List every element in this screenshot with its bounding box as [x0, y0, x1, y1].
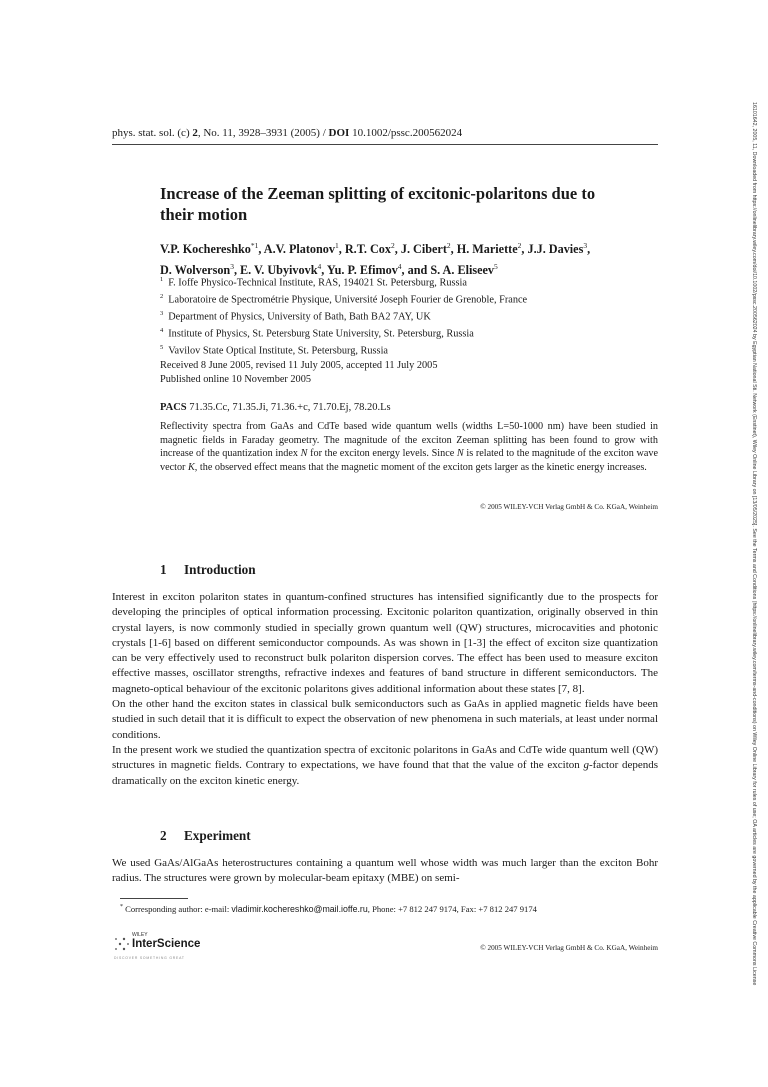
- author: S. A. Eliseev$^5$: [430, 262, 498, 278]
- author: A.V. Platonov$^1$,: [263, 241, 345, 257]
- running-header: [112, 127, 462, 139]
- affiliation-list: [160, 273, 527, 358]
- published-date: Published online 10 November 2005: [160, 373, 312, 385]
- download-notice-sidebar: 16101642, 2005, 11, Downloaded from https://onlinelibrary.wiley.com/doi/10.1002/pssc.200562024 by Egyptian National Sti. Network (Enstinet), Wiley Online Library on [13/05/2025]. See the Terms and Conditions (https://onlinelibrary.wiley.com/terms-and-conditions) on Wiley Online Library for rules of use; OA articles are governed by the applicable Creative Commons License: [751, 101, 757, 986]
- author: J.J. Davies$^3$,: [527, 241, 591, 257]
- pacs-codes: [160, 402, 391, 413]
- publication-dates: [160, 359, 437, 386]
- section-heading-introduction: 1 Introduction: [160, 562, 256, 577]
- author: D. Wolverson$^3$,: [160, 262, 241, 278]
- doi-label: DOI: [328, 127, 350, 139]
- paragraph: Interest in exciton polariton states in quantum-confined structures has intensified significantly due to the prospects for developing the principles of optical information processing. Excitonic polariton quantization, originally observed in thin crystal layers, is now commonly studied in specially grown quantum well (QW) structures, microcavities and photonic crystals [1-6] based on different semiconductor compounds. As was shown in [1-3] the effect of exciton size quantization can be very effectively used to reconstruct bulk polariton dispersion corves. The effect has been used to measure exciton effective masses, oscillator strengths, refractive indexes and features of band structure in different semiconductors. The magneto-optical behaviour of the excitonic polaritons gives additional information about these states [7, 8].: [112, 591, 658, 695]
- abstract-copyright: © 2005 WILEY-VCH Verlag GmbH & Co. KGaA, Weinheim: [480, 503, 658, 511]
- author: Yu. P. Efimov$^4$, and: [326, 262, 431, 278]
- paragraph: We used GaAs/AlGaAs heterostructures containing a quantum well whose width was much larger than the exciton Bohr radius. The structures were grown by molecular-beam epitaxy (MBE) on semi-: [112, 857, 658, 885]
- interscience-logo: [112, 926, 222, 962]
- experiment-body: [112, 856, 658, 887]
- affiliation: $^3$ Department of Physics, University of Bath, Bath BA2 7AY, UK: [160, 309, 431, 323]
- issue-pages: , No. 11, 3928–3931 (2005) /: [197, 127, 326, 139]
- footer-copyright: © 2005 WILEY-VCH Verlag GmbH & Co. KGaA, Weinheim: [480, 944, 658, 952]
- section-heading-experiment: 2 Experiment: [160, 828, 251, 843]
- journal-volume: 2: [192, 127, 198, 139]
- journal-name: phys. stat. sol. (c): [112, 127, 190, 139]
- introduction-body: [112, 590, 658, 789]
- pacs-label: PACS: [160, 402, 187, 413]
- header-rule: [112, 144, 658, 145]
- affiliation: $^4$ Institute of Physics, St. Petersburg State University, St. Petersburg, Russia: [160, 326, 474, 340]
- author: H. Mariette$^2$,: [456, 241, 528, 257]
- email-link[interactable]: vladimir.kochereshko@mail.ioffe.ru: [231, 904, 368, 914]
- logo-tagline-text: DISCOVER SOMETHING GREAT: [114, 956, 185, 960]
- received-date: Received 8 June 2005, revised 11 July 2005, accepted 11 July 2005: [160, 360, 438, 371]
- author: E. V. Ubyivovk$^4$,: [240, 262, 327, 278]
- author: R.T. Cox$^2$,: [344, 241, 401, 257]
- author: J. Cibert$^2$,: [400, 241, 457, 257]
- corresponding-author-footnote: * Corresponding author: e-mail: vladimir.kochereshko@mail.ioffe.ru, Phone: +7 812 247 9174, Fax: +7 812 247 9174: [120, 904, 537, 914]
- affiliation: $^1$ F. Ioffe Physico-Technical Institute, RAS, 194021 St. Petersburg, Russia: [160, 276, 467, 289]
- paragraph: On the other hand the exciton states in classical bulk semiconductors such as GaAs in applied magnetic fields have been studied in such detail that it is difficult to expect the observation of new phenomena in such materials, at least under normal conditions.: [112, 698, 658, 741]
- logo-wiley-text: WILEY: [132, 932, 148, 938]
- footnote-rule: [120, 898, 188, 899]
- affiliation: $^5$ Vavilov State Optical Institute, St. Petersburg, Russia: [160, 343, 388, 357]
- doi-link[interactable]: 10.1002/pssc.200562024: [352, 127, 463, 139]
- abstract: Reflectivity spectra from GaAs and CdTe based wide quantum wells (widths L=50-1000 nm) have been studied in magnetic fields in Faraday geometry. The magnitude of the exciton Zeeman splitting has been found to grow with increase of the quantization index N for the exciton energy levels. Since N is related to the magnitude of the exciton wave vector K, the observed effect means that the magnetic moment of the exciton gets larger as the kinetic energy increases.: [160, 421, 659, 473]
- logo-brand-text: InterScience: [132, 938, 201, 950]
- paragraph: In the present work we studied the quantization spectra of excitonic polaritons in GaAs and CdTe wide quantum well (QW) structures in magnetic fields. Contrary to expectations, we have found that that the value of the exciton g-factor depends dramatically on the exciton kinetic energy.: [112, 743, 658, 787]
- affiliation: $^2$ Laboratoire de Spectrométrie Physique, Université Joseph Fourier de Grenoble, France: [160, 292, 528, 306]
- pacs-values: 71.35.Cc, 71.35.Ji, 71.36.+c, 71.70.Ej, 78.20.Ls: [189, 402, 391, 413]
- author: V.P. Kochereshko$^{*1}$,: [160, 241, 264, 257]
- paper-title: Increase of the Zeeman splitting of excitonic-polaritons due to their motion: [160, 184, 596, 224]
